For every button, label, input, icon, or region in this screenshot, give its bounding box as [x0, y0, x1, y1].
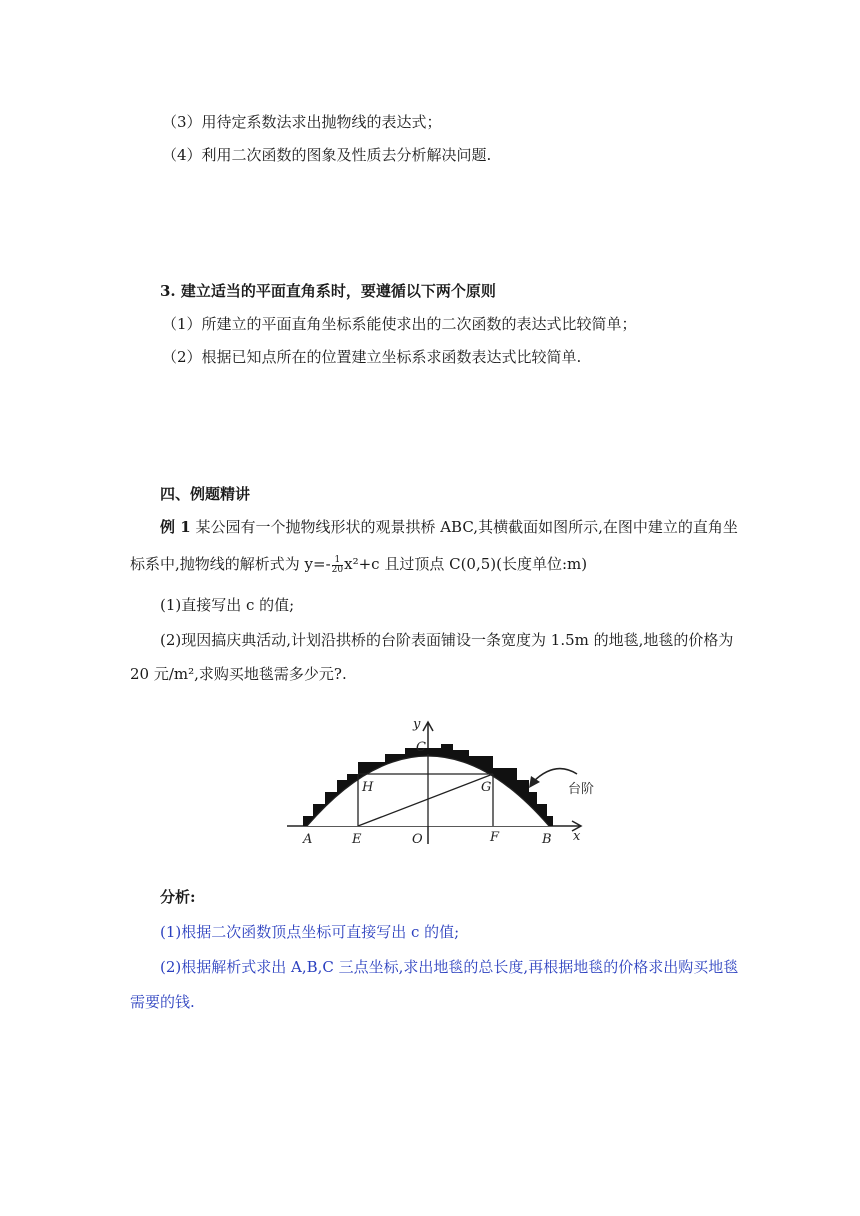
- section-4-heading: 四、例题精讲: [160, 485, 251, 503]
- step-3: （3）用待定系数法求出抛物线的表达式；: [162, 113, 442, 131]
- label-F: F: [490, 830, 500, 845]
- example-formula-suffix: x²+c 且过顶点 C(0,5)(长度单位:m): [344, 555, 588, 573]
- example-text: 某公园有一个抛物线形状的观景拱桥 ABC,其横截面如图所示,在图中建立的直角坐: [195, 518, 738, 536]
- principle-1: （1）所建立的平面直角坐标系能使求出的二次函数的表达式比较简单；: [162, 315, 637, 333]
- label-C: C: [416, 740, 426, 755]
- example-formula-prefix: 标系中,抛物线的解析式为 y=-: [130, 555, 331, 573]
- label-B: B: [542, 832, 552, 847]
- label-G: G: [481, 780, 492, 795]
- section-3-heading: 3. 建立适当的平面直角系时，要遵循以下两个原则: [160, 282, 496, 300]
- label-A: A: [303, 832, 313, 847]
- label-x: x: [573, 829, 581, 844]
- question-2-line-2: 20 元/m²,求购买地毯需多少元?.: [130, 665, 347, 683]
- analysis-heading: 分析:: [160, 888, 196, 906]
- example-1-line-1: [160, 517, 738, 537]
- label-E: E: [352, 832, 362, 847]
- analysis-1: (1)根据二次函数顶点坐标可直接写出 c 的值;: [160, 923, 460, 941]
- label-steps: 台阶: [568, 782, 595, 797]
- example-label: 例 1: [160, 518, 191, 536]
- question-2-line-1: (2)现因搞庆典活动,计划沿拱桥的台阶表面铺设一条宽度为 1.5m 的地毯,地毯的价格为: [160, 631, 734, 649]
- example-1-line-2: [130, 554, 587, 575]
- fraction-denominator: 20: [331, 564, 344, 575]
- question-1: (1)直接写出 c 的值;: [160, 596, 295, 614]
- fraction: [332, 556, 343, 575]
- steps-arrow-curve: [533, 769, 577, 782]
- analysis-2-line-1: (2)根据解析式求出 A,B,C 三点坐标,求出地毯的总长度,再根据地毯的价格求出购买地毯: [160, 958, 739, 976]
- fraction-numerator: 1: [332, 556, 343, 566]
- label-O: O: [412, 832, 423, 847]
- principle-2: （2）根据已知点所在的位置建立坐标系求函数表达式比较简单.: [162, 348, 582, 366]
- arch-bridge-figure: [285, 716, 595, 848]
- label-y: y: [413, 717, 421, 732]
- step-4: （4）利用二次函数的图象及性质去分析解决问题.: [162, 146, 492, 164]
- label-H: H: [362, 780, 374, 795]
- analysis-2-line-2: 需要的钱.: [130, 993, 195, 1011]
